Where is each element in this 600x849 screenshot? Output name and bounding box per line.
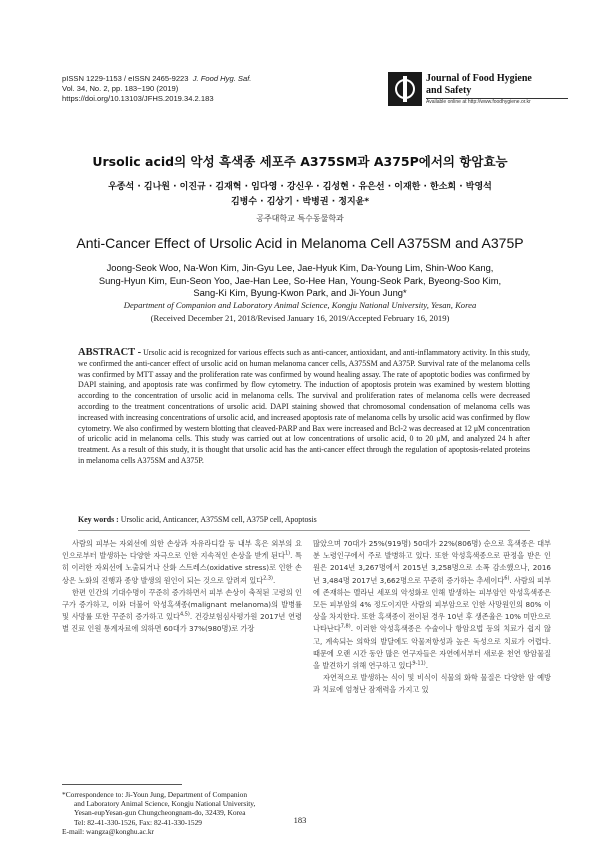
body-paragraph: 많았으며 70대가 25%(919명) 50대가 22%(806명) 순으로 흑색종은 대부분 노령인구에서 주로 발병하고 있다. 또한 악성흑색종으로 판정을 받은 인원은 2014년 3,267명에서 2015년 3,258명으로 소폭 감소했으나, 2016년 3,484명 2017년 3,662명으로 꾸준히 증가하는 추세이다$^{6)}$. 사람의 피부에 존재하는 멜라닌 세포의 악성화로 인해 발생하는 피부암인 악성흑색종은 모든 피부암의 4% 정도이지만 사람의 피부암으로 인한 사망원인의 80% 이상을 차지한다. 또한 흑색종이 전이된 경우 10년 후 생존율은 10% 미만으로 나타난다$^{7,8)}$. 이러한 악성흑색종은 수술이나 항암요법 등의 치료가 쉽지 않고, 계속되는 의학의 발달에도 악물저항성과 높은 독성으로 치료가 어렵다. 때문에 오랜 시간 동안 많은 연구자들은 자연에서부터 새로운 천연 항암물질을 발견하기 위해 연구하고 있다$^{9-11)}$. xyxy=(313,539,551,671)
english-authors: Joong-Seok Woo, Na-Won Kim, Jin-Gyu Lee, Jae-Hyuk Kim, Da-Young Lim, Shin-Woo Kang, Sung-Hyun Kim, Eun-Seon Yoo, Jae-Han Lee, So-Hee Han, Young-Seok Park, Byeong-Soo Kim, Sang-Ki Kim, Byung-Kwon Park, and Ji-Youn Jung* xyxy=(98,262,502,299)
journal-logo xyxy=(388,72,568,106)
page-number: 183 xyxy=(293,815,307,825)
body-paragraph: 한편 인간의 기대수명이 꾸준히 증가하면서 피부 손상이 축적된 고령의 인구가 증가하고, 이와 더불어 악성흑색종(malignant melanoma)의 발병률 및 사망률 또한 꾸준히 증가하고 있다$^{4,5)}$. 건강보험심사평가원 2017년 연령별 진료 인원 통계자료에 의하면 60대가 37%(980명)로 가장 xyxy=(62,587,303,634)
journal-abbrev: J. Food Hyg. Saf. xyxy=(192,74,252,83)
journal-header-info xyxy=(62,74,251,104)
english-affiliation: Department of Companion and Laboratory Animal Science, Kongju National University, Yesan, Korea xyxy=(123,300,477,310)
journal-logo-name: Journal of Food Hygiene and Safety xyxy=(426,73,532,96)
volume-info: Vol. 34, No. 2, pp. 183~190 (2019) xyxy=(62,84,179,93)
body-left-column xyxy=(62,538,302,636)
journal-logo-icon xyxy=(388,72,422,106)
keywords xyxy=(78,515,317,524)
korean-title: Ursolic acid의 악성 흑색종 세포주 A375SM과 A375P에서의 항암효능 xyxy=(92,154,508,169)
english-title: Anti-Cancer Effect of Ursolic Acid in Melanoma Cell A375SM and A375P xyxy=(76,235,524,251)
journal-online-url[interactable]: Available online at http://www.foodhygiene.or.kr xyxy=(426,99,531,105)
korean-affiliation: 공주대학교 특수동물학과 xyxy=(256,214,344,223)
abstract-label: ABSTRACT - xyxy=(78,347,142,358)
keywords-text: Ursolic acid, Anticancer, A375SM cell, A375P cell, Apoptosis xyxy=(120,515,317,524)
korean-authors: 우종석 · 김나원 · 이진규 · 김재혁 · 임다영 · 강신우 · 김성현 · 유은선 · 이재한 · 한소희 · 박영석 김병수 · 김상기 · 박병권 · 정지윤* xyxy=(108,182,492,207)
body-right-column xyxy=(313,538,551,697)
received-dates: (Received December 21, 2018/Revised January 16, 2019/Accepted February 16, 2019) xyxy=(150,313,450,323)
correspondence-footnote: *Correspondence to: Ji-Youn Jung, Department of Companion and Laboratory Animal Science, Kongju National University, Yesan-eupYesan-gun Chungcheongnam-do, 32439, Korea Tel: 82-41-330-1526, Fax: 82-41-330-1529 E-mail: wangza@konghu.ac.kr xyxy=(62,790,302,836)
footnote-divider xyxy=(62,784,182,785)
body-paragraph: 자연적으로 발생하는 식이 및 비식이 식물의 화학 물질은 다양한 암 예방과 치료에 엄청난 잠재력을 가지고 있 xyxy=(313,673,551,695)
abstract-text: Ursolic acid is recognized for various effects such as anti-cancer, antioxidant, and anti-inflammatory activity. In this study, we confirmed the anti-cancer effect of ursolic acid on human melanoma cancer cells, A375SM and A375P. Survival rate of the melanoma cells was confirmed by MTT assay and the proliferation rate was confirmed by wound healing assay. The rate of apoptotic bodies was confirmed by DAPI staining, and apoptosis rate was confirmed by flow cytometry. The induction of apoptosis protein was examined by western blotting according to the concentration of ursolic acid in melanoma cells. The survival and proliferation rates of melanoma cells were decreased according to the treatment concentrations of ursolic acid. DAPI staining showed that chromosomal condensation of melanoma cells was increased with increasing concentrations of ursolic acid, and increased apoptosis rate of melanoma cells by ursolic acid was confirmed by flow cytometry. We also confirmed by western blotting that cleaved-PARP and Bax were increased and Bcl-2 was decreased at 12 μM concentration of uricolic acid in melanoma cells. This study was carried out at low concentrations of ursolic acid, 0 to 20 μM, and analyzed 24 h after treatment. As a result of this study, it is thought that ursolic acid has the anti-cancer effect through the regulation of apoptosis-related proteins in melanoma cells A375SM and A375P. xyxy=(78,348,530,465)
divider xyxy=(78,530,530,531)
issn: pISSN 1229-1153 / eISSN 2465-9223 xyxy=(62,74,189,83)
abstract xyxy=(78,348,530,467)
body-paragraph: 사람의 피부는 자외선에 의한 손상과 자유라디칼 등 내부 혹은 외부의 요인으로부터 발생하는 다양한 자극으로 인한 지속적인 손상을 받게 된다$^{1)}$. 특히 이러한 자외선에 노출되거나 산화 스트레스(oxidative stress)로 인한 손상은 노화의 진행과 종양 발생의 원인이 되는 것으로 알려져 있다$^{2,3)}$. xyxy=(62,539,303,585)
correspondence-email[interactable]: E-mail: wangza@konghu.ac.kr xyxy=(62,826,154,836)
doi-link[interactable]: https://doi.org/10.13103/JFHS.2019.34.2.183 xyxy=(62,94,214,103)
keywords-label: Key words : xyxy=(78,515,119,524)
